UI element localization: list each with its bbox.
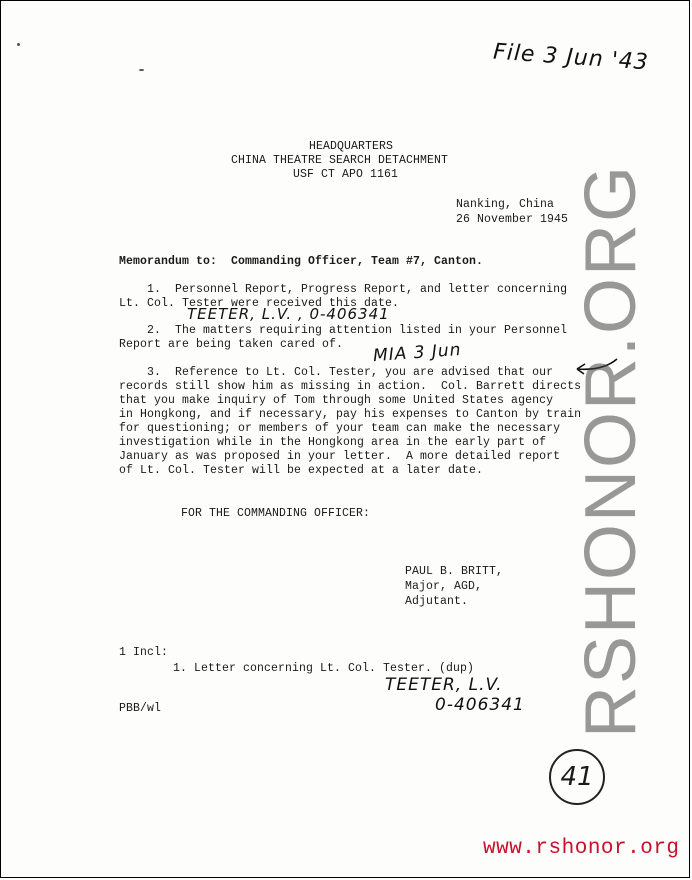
header-line-1: HEADQUARTERS xyxy=(309,140,394,153)
scan-speck xyxy=(17,43,20,46)
para-line: 3. Reference to Lt. Col. Tester, you are advised that our xyxy=(119,366,554,379)
signature-rank: Major, AGD, xyxy=(405,580,483,593)
watermark xyxy=(541,91,681,811)
scan-speck xyxy=(139,69,144,71)
closing: FOR THE COMMANDING OFFICER: xyxy=(181,507,371,520)
signature-title: Adjutant. xyxy=(405,595,469,608)
name-note-handwritten-2: TEETER, L.V. xyxy=(385,675,503,695)
mia-note-handwritten: MIA 3 Jun xyxy=(372,339,463,367)
enclosure-label: 1 Incl: xyxy=(119,646,169,659)
para-line: in Hongkong, and if necessary, pay his expenses to Canton by train xyxy=(119,408,582,421)
watermark-text: RSHONOR.ORG xyxy=(571,163,651,739)
para-line: that you make inquiry of Tom through some United States agency xyxy=(119,394,554,407)
enclosure-item: 1. Letter concerning Lt. Col. Tester. (dup) xyxy=(173,662,475,675)
circled-page-number-text: 41 xyxy=(560,762,594,792)
para-line: 2. The matters requiring attention listed in your Personnel xyxy=(119,324,568,337)
initials: PBB/wl xyxy=(119,702,162,715)
signature-name: PAUL B. BRITT, xyxy=(405,565,504,578)
para-line: Lt. Col. Tester were received this date. xyxy=(119,297,400,310)
date: 26 November 1945 xyxy=(456,213,569,226)
para-line: of Lt. Col. Tester will be expected at a later date. xyxy=(119,464,484,477)
header-line-3: USF CT APO 1161 xyxy=(293,168,399,181)
name-note-handwritten: TEETER, L.V. , 0-406341 xyxy=(187,305,390,323)
service-number-handwritten: 0-406341 xyxy=(435,695,525,715)
para-line: investigation while in the Hongkong area in the early part of xyxy=(119,436,547,449)
file-note-handwritten: File 3 Jun '43 xyxy=(492,39,650,76)
header-line-2: CHINA THEATRE SEARCH DETACHMENT xyxy=(231,154,449,167)
para-line: 1. Personnel Report, Progress Report, and letter concerning xyxy=(119,283,568,296)
place: Nanking, China xyxy=(456,198,555,211)
memo-to: Memorandum to: Commanding Officer, Team #7, Canton. xyxy=(119,255,484,268)
para-line: January as was proposed in your letter. A more detailed report xyxy=(119,450,561,463)
para-line: for questioning; or members of your team can make the necessary xyxy=(119,422,561,435)
para-line: records still show him as missing in action. Col. Barrett directs xyxy=(119,380,582,393)
para-line: Report are being taken cared of. xyxy=(119,338,344,351)
footer-url: www.rshonor.org xyxy=(483,837,680,860)
